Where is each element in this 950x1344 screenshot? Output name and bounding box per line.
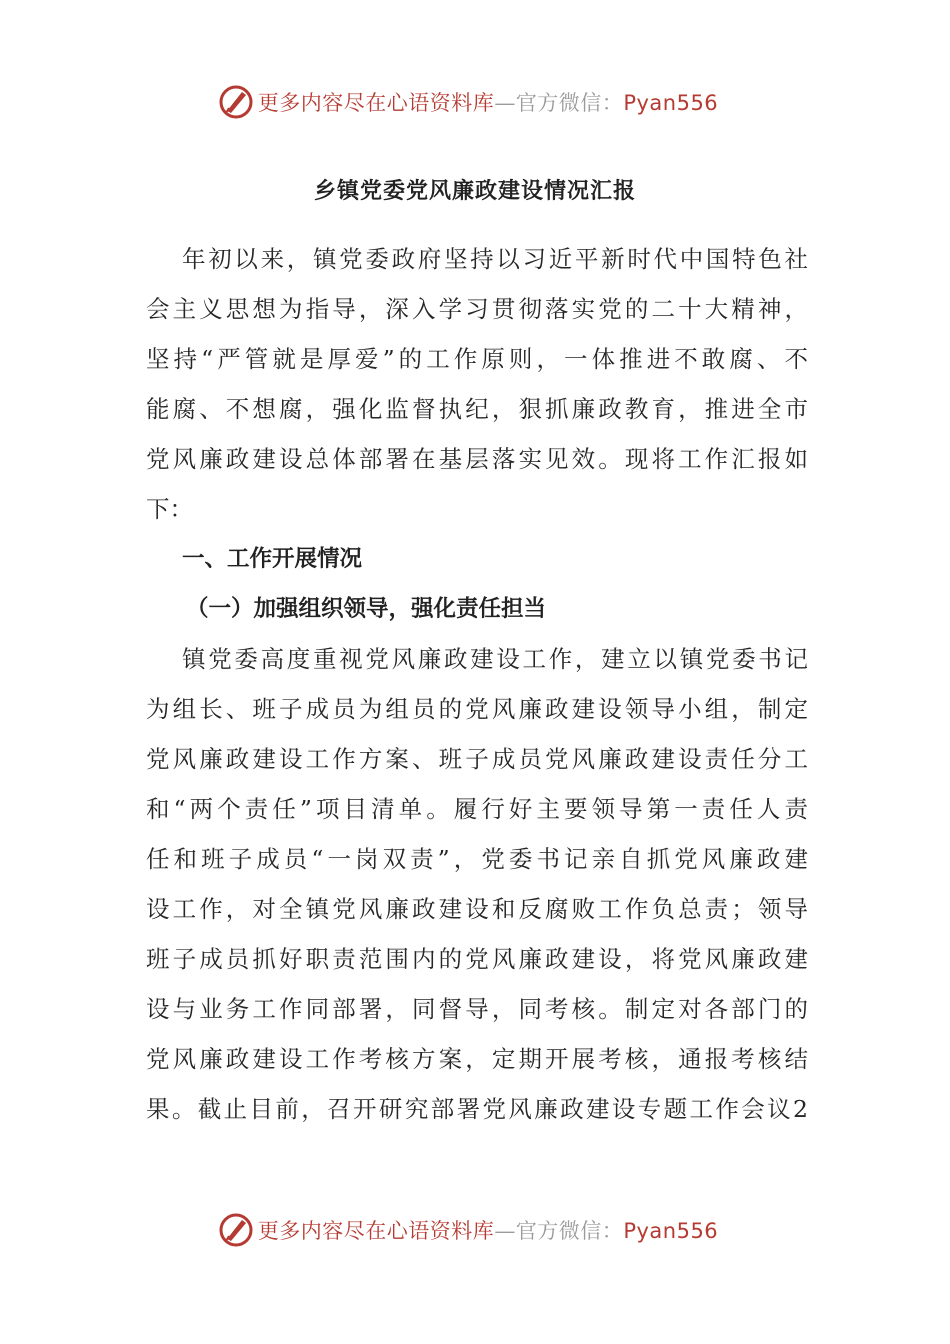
section-heading: 一、工作开展情况 — [182, 546, 363, 572]
banner-dash: — — [494, 91, 516, 115]
body-line: 果。截止目前，召开研究部署党风廉政建设专题工作会议2 — [146, 1095, 808, 1123]
banner-text — [258, 87, 718, 117]
intro-line: 能腐、不想腐，强化监督执纪，狠抓廉政教育，推进全市 — [146, 395, 808, 423]
quill-logo-icon — [218, 1212, 254, 1248]
quill-logo-icon — [218, 84, 254, 120]
banner-wechat-id: Pyan556 — [623, 91, 719, 115]
body-line: 党风廉政建设工作考核方案，定期开展考核，通报考核结 — [146, 1045, 808, 1073]
body-line: 任和班子成员“一岗双责”，党委书记亲自抓党风廉政建 — [146, 845, 808, 873]
banner-dash: — — [494, 1219, 516, 1243]
banner-wechat-label: 官方微信： — [515, 1219, 624, 1243]
banner-prefix: 更多内容尽在心语资料库 — [257, 1219, 495, 1243]
banner-wechat-label: 官方微信： — [515, 91, 624, 115]
header-banner — [0, 82, 950, 122]
body-line: 和“两个责任”项目清单。履行好主要领导第一责任人责 — [146, 795, 808, 823]
intro-line: 下： — [146, 495, 193, 523]
body-line: 班子成员抓好职责范围内的党风廉政建设，将党风廉政建 — [146, 945, 808, 973]
body-line: 设工作，对全镇党风廉政建设和反腐败工作负总责；领导 — [146, 895, 808, 923]
subsection-heading: （一）加强组织领导，强化责任担当 — [186, 596, 547, 622]
footer-banner — [0, 1210, 950, 1250]
document-body — [146, 234, 808, 1134]
body-line: 设与业务工作同部署，同督导，同考核。制定对各部门的 — [146, 995, 808, 1023]
banner-wechat-id: Pyan556 — [623, 1219, 719, 1243]
body-line: 镇党委高度重视党风廉政建设工作，建立以镇党委书记 — [182, 645, 808, 673]
intro-line: 会主义思想为指导，深入学习贯彻落实党的二十大精神， — [146, 295, 808, 323]
banner-text — [258, 1215, 718, 1245]
body-line: 为组长、班子成员为组员的党风廉政建设领导小组，制定 — [146, 695, 808, 723]
body-line: 党风廉政建设工作方案、班子成员党风廉政建设责任分工 — [146, 745, 808, 773]
intro-line: 年初以来，镇党委政府坚持以习近平新时代中国特色社 — [182, 245, 808, 273]
intro-line: 坚持“严管就是厚爱”的工作原则，一体推进不敢腐、不 — [146, 345, 808, 373]
intro-line: 党风廉政建设总体部署在基层落实见效。现将工作汇报如 — [146, 445, 808, 473]
banner-prefix: 更多内容尽在心语资料库 — [257, 91, 495, 115]
document-title: 乡镇党委党风廉政建设情况汇报 — [313, 179, 636, 204]
